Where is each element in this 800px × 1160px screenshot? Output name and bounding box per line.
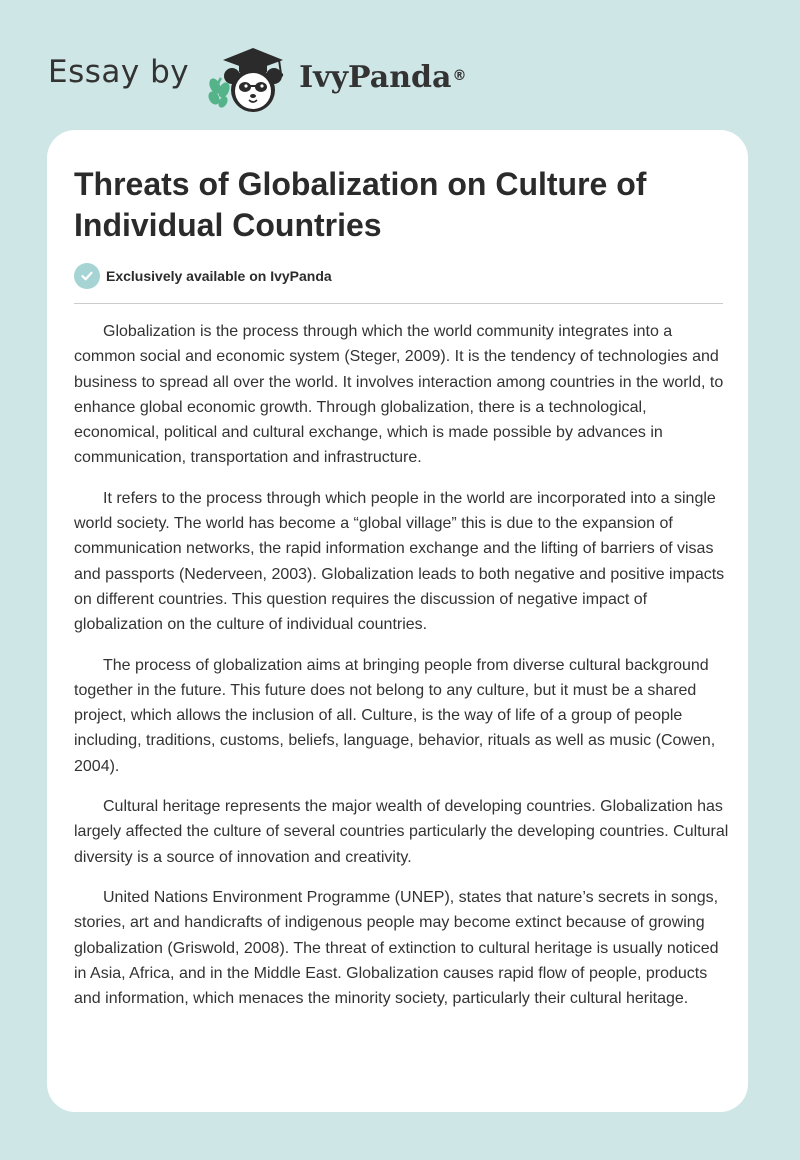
exclusive-badge — [74, 263, 332, 289]
paragraph: Cultural heritage represents the major wealth of developing countries. Globalization has largely affected the culture of several countries particularly the developing countries. Cultural diversity is a source of innovation and creativity. — [74, 798, 729, 866]
divider — [74, 303, 723, 304]
paragraph: The process of globalization aims at bringing people from diverse cultural background together in the future. This future does not belong to any culture, but it must be a shared project, which allows the inclusion of all. Culture, is the way of life of a group of people including, traditions, customs, beliefs, language, behavior, rituals as well as music (Cowen, 2004). — [74, 656, 716, 775]
essay-body — [74, 319, 729, 1026]
paragraph: Globalization is the process through which the world community integrates into a common social and economic system (Steger, 2009). It is the tendency of technologies and business to spread all over the world. It involves interaction among countries in the world, to enhance global economic growth. Through globalization, there is a technological, economical, political and cultural exchange, which is made possible by advances in communication, transportation and infrastructure. — [74, 323, 724, 467]
paragraph: It refers to the process through which people in the world are incorporated into a single world society. The world has become a “global village” this is due to the expansion of communication networks, the rapid information exchange and the lifting of barriers of visas and passports (Nederveen, 2003). Globalization leads to both negative and positive impacts on different countries. This question requires the discussion of negative impact of globalization on the culture of individual countries. — [74, 489, 725, 634]
paragraph: United Nations Environment Programme (UNEP), states that nature’s secrets in songs, stories, art and handicrafts of indigenous people may become extinct because of growing globalization (Griswold, 2008). The threat of extinction to cultural heritage is usually noticed in Asia, Africa, and in the Middle East. Globalization causes rapid flow of people, products and information, which menaces the minority society, particularly their cultural heritage. — [74, 888, 719, 1008]
panda-graduate-icon — [205, 38, 295, 114]
exclusive-label: Exclusively available on IvyPanda — [106, 268, 332, 284]
registered-mark: ® — [452, 68, 467, 84]
ivypanda-logo[interactable] — [205, 38, 466, 114]
essay-title: Threats of Globalization on Culture of Individual Countries — [74, 166, 647, 243]
brand-name: IvyPanda — [299, 59, 452, 95]
check-icon — [74, 263, 100, 289]
essay-by-label: Essay by — [48, 54, 190, 90]
site-header — [48, 36, 466, 116]
essay-card — [47, 130, 748, 1112]
